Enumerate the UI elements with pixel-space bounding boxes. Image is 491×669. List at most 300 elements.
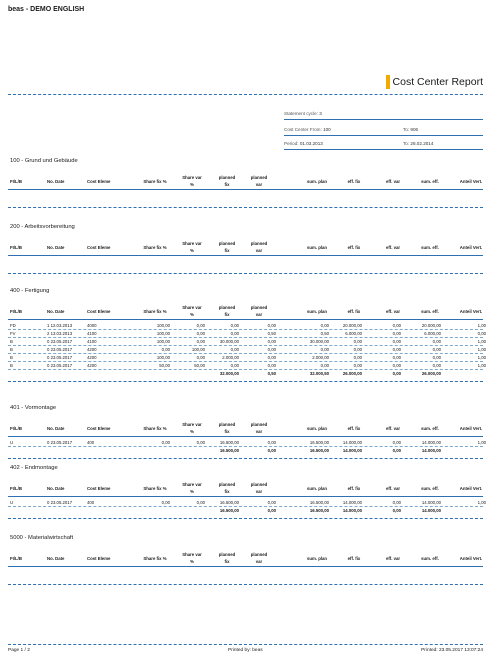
table-cell-eff-var: 0,00 xyxy=(392,500,401,505)
column-header-anteil xyxy=(451,309,491,315)
table-cell-planned-var: 0,00 xyxy=(267,339,276,344)
section-title: 400 - Fertigung xyxy=(10,288,50,294)
table-cell-planned-var: 0,00 xyxy=(267,323,276,328)
column-header-label: planned xyxy=(250,482,268,487)
column-header-planned-var xyxy=(239,482,279,494)
table-cell-eff-var: 0,00 xyxy=(392,440,401,445)
section-title: 5000 - Materialwirtschaft xyxy=(10,535,74,541)
table-cell-nodate: 0 23.05.2017 xyxy=(47,339,73,344)
column-header-label: No. Date xyxy=(47,486,65,491)
column-header-label: FI/L/B xyxy=(10,179,22,184)
column-header-sum-eff xyxy=(410,245,450,251)
table-cell-share-fix: 100,00 xyxy=(156,339,170,344)
column-header-eff-fix xyxy=(334,486,374,492)
table-cell-share-var: 50,00 xyxy=(194,363,205,368)
column-header-sum-plan xyxy=(297,245,337,251)
column-header-label: FI/L/B xyxy=(10,426,22,431)
column-header-eff-var xyxy=(373,179,413,185)
table-row-divider xyxy=(8,345,483,346)
table-cell-sum-eff: 0,00 xyxy=(432,363,441,368)
column-header-label: eff. fix xyxy=(347,245,361,250)
column-header-eff-fix xyxy=(334,179,374,185)
table-header-rule xyxy=(8,319,483,320)
column-header-share-fix xyxy=(135,309,175,315)
table-cell-filb: U xyxy=(10,500,14,505)
column-header-label: Cost Eleme xyxy=(87,426,111,431)
total-sum-eff: 14.000,00 xyxy=(421,448,441,453)
total-sum-plan: 16.500,00 xyxy=(309,448,329,453)
total-eff-fix: 14.000,00 xyxy=(342,448,362,453)
table-cell-share-fix: 100,00 xyxy=(156,331,170,336)
table-header-rule xyxy=(8,255,483,256)
table-row-divider xyxy=(8,353,483,354)
column-header-sum-eff xyxy=(410,486,450,492)
column-header-eff-var xyxy=(373,245,413,251)
total-eff-fix: 14.000,00 xyxy=(342,508,362,513)
column-header-label: No. Date xyxy=(47,426,65,431)
table-cell-share-var: 0,00 xyxy=(196,500,205,505)
column-header-sublabel: % xyxy=(190,311,194,317)
column-header-cost-elem xyxy=(87,486,110,492)
column-header-label: Share fix % xyxy=(143,426,167,431)
table-cell-planned-var: 0,00 xyxy=(267,500,276,505)
column-header-share-var xyxy=(172,422,212,434)
column-header-label: Share fix % xyxy=(143,309,167,314)
column-header-label: sum. plan xyxy=(306,556,328,561)
table-cell-eff-fix: 14.000,00 xyxy=(342,500,362,505)
column-header-label: planned xyxy=(250,552,268,557)
table-cell-eff-fix: 6.000,00 xyxy=(345,331,362,336)
column-header-label: eff. var xyxy=(385,556,401,561)
table-cell-share-fix: 0,00 xyxy=(161,440,170,445)
column-header-label: planned xyxy=(218,241,236,246)
column-header-label: Share var xyxy=(182,241,202,246)
table-cell-anteil: 0,00 xyxy=(477,331,486,336)
table-cell-sum-eff: 0,00 xyxy=(432,339,441,344)
column-header-label: sum. eff. xyxy=(421,179,439,184)
table-cell-sum-eff: 20.000,00 xyxy=(421,323,441,328)
column-header-share-fix xyxy=(135,426,175,432)
column-header-sublabel: % xyxy=(190,247,194,253)
table-cell-sum-eff: 14.000,00 xyxy=(421,440,441,445)
table-cell-nodate: 0 23.05.2017 xyxy=(47,363,73,368)
column-header-label: Share var xyxy=(182,482,202,487)
section-divider xyxy=(8,273,483,274)
column-header-nodate xyxy=(47,309,64,315)
column-header-label: Cost Eleme xyxy=(87,556,111,561)
column-header-label: sum. plan xyxy=(306,245,328,250)
column-header-share-fix xyxy=(135,179,175,185)
table-cell-eff-fix: 0,00 xyxy=(353,363,362,368)
table-cell-sum-plan: 30.000,00 xyxy=(309,339,329,344)
table-row-divider xyxy=(8,446,483,447)
column-header-nodate xyxy=(47,179,64,185)
column-header-label: Anteil Vert. xyxy=(459,309,483,314)
column-header-sublabel: % xyxy=(190,181,194,187)
column-header-label: Share fix % xyxy=(143,486,167,491)
column-header-cost-elem xyxy=(87,426,110,432)
column-header-label: Anteil Vert. xyxy=(459,486,483,491)
cost-center-to: To: 906 xyxy=(403,127,419,132)
table-cell-planned-fix: 0,00 xyxy=(230,363,239,368)
footer-page: Page 1 / 2 xyxy=(8,648,30,653)
column-header-label: Share var xyxy=(182,552,202,557)
column-header-label: eff. fix xyxy=(347,486,361,491)
table-cell-share-var: 0,00 xyxy=(196,323,205,328)
column-header-label: sum. plan xyxy=(306,426,328,431)
table-cell-anteil: 1,00 xyxy=(477,339,486,344)
table-cell-sum-eff: 0,00 xyxy=(432,355,441,360)
table-cell-filb: B xyxy=(10,347,13,352)
column-header-label: sum. plan xyxy=(306,179,328,184)
section-title: 401 - Vormontage xyxy=(10,405,57,411)
cost-center-from: Cost Center From: 100 xyxy=(284,127,331,132)
table-cell-planned-var: 0,00 xyxy=(267,355,276,360)
header-rule xyxy=(284,135,483,136)
column-header-label: Share fix % xyxy=(143,179,167,184)
column-header-cost-elem xyxy=(87,309,110,315)
table-cell-planned-fix: 16.500,00 xyxy=(219,440,239,445)
column-header-sum-plan xyxy=(297,426,337,432)
table-cell-planned-var: 0,00 xyxy=(267,440,276,445)
table-cell-eff-fix: 14.000,00 xyxy=(342,440,362,445)
footer-divider xyxy=(8,644,483,645)
table-cell-filb: FD xyxy=(10,323,16,328)
column-header-label: planned xyxy=(250,241,268,246)
header-rule xyxy=(284,119,483,120)
column-header-sublabel: fix xyxy=(224,247,230,253)
column-header-sublabel: var xyxy=(255,181,263,187)
column-header-share-fix xyxy=(135,556,175,562)
table-cell-share-var: 100,00 xyxy=(191,347,205,352)
column-header-label: Anteil Vert. xyxy=(459,179,483,184)
table-cell-sum-plan: 0,00 xyxy=(320,323,329,328)
table-cell-sum-plan: 16.500,00 xyxy=(309,500,329,505)
table-cell-sum-plan: 0,00 xyxy=(320,363,329,368)
column-header-label: Anteil Vert. xyxy=(459,556,483,561)
table-cell-share-var: 0,00 xyxy=(196,339,205,344)
table-cell-eff-var: 0,00 xyxy=(392,331,401,336)
table-cell-sum-plan: 2.000,00 xyxy=(312,355,329,360)
column-header-label: Share var xyxy=(182,422,202,427)
column-header-label: Share fix % xyxy=(143,556,167,561)
column-header-nodate xyxy=(47,426,64,432)
column-header-label: planned xyxy=(218,552,236,557)
table-cell-filb: U xyxy=(10,440,14,445)
table-cell-eff-fix: 20.000,00 xyxy=(342,323,362,328)
table-cell-filb: B xyxy=(10,363,13,368)
column-header-filb xyxy=(10,556,22,562)
column-header-label: planned xyxy=(250,305,268,310)
total-planned-var: 0,00 xyxy=(267,448,276,453)
column-header-share-fix xyxy=(135,486,175,492)
column-header-sublabel: var xyxy=(255,311,263,317)
column-header-label: sum. eff. xyxy=(421,426,439,431)
column-header-sum-eff xyxy=(410,179,450,185)
column-header-label: sum. eff. xyxy=(421,309,439,314)
column-header-share-var xyxy=(172,241,212,253)
table-cell-eff-fix: 0,00 xyxy=(353,339,362,344)
column-header-planned-var xyxy=(239,305,279,317)
total-planned-fix: 16.500,00 xyxy=(219,448,239,453)
title-accent-bar xyxy=(386,75,390,89)
table-cell-sum-eff: 0,00 xyxy=(432,347,441,352)
table-cell-share-var: 0,00 xyxy=(196,440,205,445)
column-header-eff-var xyxy=(373,486,413,492)
column-header-label: Cost Eleme xyxy=(87,309,111,314)
column-header-label: Share var xyxy=(182,305,202,310)
table-cell-anteil: 1,00 xyxy=(477,500,486,505)
section-divider xyxy=(8,381,483,382)
table-cell-filb: FV xyxy=(10,331,16,336)
table-cell-planned-var: 0,00 xyxy=(267,363,276,368)
table-cell-planned-fix: 2.000,00 xyxy=(222,355,239,360)
table-cell-nodate: 0 23.05.2017 xyxy=(47,347,73,352)
report-title xyxy=(386,75,483,89)
table-cell-planned-var: 0,00 xyxy=(267,347,276,352)
column-header-label: planned xyxy=(218,482,236,487)
table-header-rule xyxy=(8,436,483,437)
table-cell-share-var: 0,00 xyxy=(196,355,205,360)
column-header-eff-fix xyxy=(334,556,374,562)
section-divider xyxy=(8,584,483,585)
column-header-filb xyxy=(10,426,22,432)
total-eff-var: 0,00 xyxy=(392,508,401,513)
column-header-label: Share var xyxy=(182,175,202,180)
table-row-divider xyxy=(8,337,483,338)
column-header-label: eff. var xyxy=(385,245,401,250)
column-header-label: eff. fix xyxy=(347,309,361,314)
column-header-share-fix xyxy=(135,245,175,251)
table-cell-eff-var: 0,00 xyxy=(392,363,401,368)
column-header-sum-eff xyxy=(410,556,450,562)
column-header-label: Cost Eleme xyxy=(87,486,111,491)
table-cell-sum-eff: 6.000,00 xyxy=(424,331,441,336)
section-divider xyxy=(8,207,483,208)
table-cell-sum-eff: 14.000,00 xyxy=(421,500,441,505)
column-header-label: planned xyxy=(218,422,236,427)
table-cell-eff-var: 0,00 xyxy=(392,339,401,344)
column-header-eff-var xyxy=(373,426,413,432)
table-cell-share-var: 0,00 xyxy=(196,331,205,336)
column-header-anteil xyxy=(451,179,491,185)
column-header-eff-fix xyxy=(334,426,374,432)
section-title: 100 - Grund und Gebäude xyxy=(10,158,78,164)
column-header-label: eff. var xyxy=(385,179,401,184)
column-header-sublabel: fix xyxy=(224,428,230,434)
table-row-divider xyxy=(8,369,483,370)
column-header-label: sum. eff. xyxy=(421,556,439,561)
column-header-sublabel: % xyxy=(190,488,194,494)
section-divider xyxy=(8,458,483,459)
column-header-eff-fix xyxy=(334,245,374,251)
table-header-rule xyxy=(8,189,483,190)
column-header-planned-var xyxy=(239,175,279,187)
footer-printed: Printed: 23.05.2017 13:07:24 xyxy=(421,648,483,653)
total-planned-fix: 16.500,00 xyxy=(219,508,239,513)
column-header-sum-eff xyxy=(410,309,450,315)
column-header-label: FI/L/B xyxy=(10,245,22,250)
header-rule xyxy=(284,149,483,150)
column-header-sublabel: % xyxy=(190,558,194,564)
column-header-label: Anteil Vert. xyxy=(459,245,483,250)
table-cell-nodate: 0 23.05.2017 xyxy=(47,355,73,360)
column-header-label: FI/L/B xyxy=(10,556,22,561)
table-cell-anteil: 1,00 xyxy=(477,355,486,360)
column-header-anteil xyxy=(451,426,491,432)
column-header-label: eff. fix xyxy=(347,426,361,431)
column-header-label: FI/L/B xyxy=(10,309,22,314)
column-header-label: sum. eff. xyxy=(421,245,439,250)
total-planned-fix: 32.000,00 xyxy=(219,371,239,376)
table-cell-share-fix: 50,00 xyxy=(159,363,170,368)
section-divider xyxy=(8,518,483,519)
column-header-nodate xyxy=(47,245,64,251)
top-divider xyxy=(8,94,483,95)
table-cell-sum-plan: 0,00 xyxy=(320,347,329,352)
statement-cycle: Statement cycle: 3 xyxy=(284,111,322,116)
total-planned-var: 0,00 xyxy=(267,508,276,513)
column-header-label: No. Date xyxy=(47,179,65,184)
period-to: To: 28.02.2014 xyxy=(403,141,434,146)
column-header-label: eff. fix xyxy=(347,556,361,561)
column-header-sum-plan xyxy=(297,309,337,315)
table-cell-planned-var: 0,50 xyxy=(267,331,276,336)
table-cell-cost-elem: 400 xyxy=(87,500,95,505)
column-header-label: eff. var xyxy=(385,486,401,491)
table-row-divider xyxy=(8,361,483,362)
table-cell-planned-fix: 30.000,00 xyxy=(219,339,239,344)
column-header-label: eff. var xyxy=(385,426,401,431)
column-header-label: sum. eff. xyxy=(421,486,439,491)
column-header-share-var xyxy=(172,175,212,187)
column-header-label: planned xyxy=(250,422,268,427)
column-header-label: sum. plan xyxy=(306,486,328,491)
table-cell-nodate: 1 12.03.2013 xyxy=(47,323,73,328)
app-title: beas - DEMO ENGLISH xyxy=(8,6,85,13)
table-cell-cost-elem: 4000 xyxy=(87,323,97,328)
table-cell-share-fix: 100,00 xyxy=(156,355,170,360)
column-header-filb xyxy=(10,245,22,251)
column-header-cost-elem xyxy=(87,245,110,251)
table-cell-anteil: 1,00 xyxy=(477,323,486,328)
table-cell-eff-var: 0,00 xyxy=(392,323,401,328)
table-cell-share-fix: 100,00 xyxy=(156,323,170,328)
column-header-label: sum. plan xyxy=(306,309,328,314)
column-header-planned-var xyxy=(239,241,279,253)
column-header-label: No. Date xyxy=(47,309,65,314)
total-eff-fix: 26.000,00 xyxy=(342,371,362,376)
column-header-filb xyxy=(10,179,22,185)
table-cell-cost-elem: 4200 xyxy=(87,347,97,352)
table-row-divider xyxy=(8,506,483,507)
column-header-share-var xyxy=(172,552,212,564)
column-header-sublabel: % xyxy=(190,428,194,434)
column-header-label: planned xyxy=(250,175,268,180)
table-cell-share-fix: 0,00 xyxy=(161,500,170,505)
table-cell-filb: B xyxy=(10,339,13,344)
table-cell-sum-plan: 16.500,00 xyxy=(309,440,329,445)
column-header-share-var xyxy=(172,482,212,494)
column-header-label: eff. fix xyxy=(347,179,361,184)
column-header-sublabel: var xyxy=(255,428,263,434)
column-header-anteil xyxy=(451,486,491,492)
table-cell-eff-fix: 0,00 xyxy=(353,355,362,360)
column-header-anteil xyxy=(451,245,491,251)
table-header-rule xyxy=(8,496,483,497)
table-cell-cost-elem: 4100 xyxy=(87,339,97,344)
total-eff-var: 0,00 xyxy=(392,448,401,453)
total-planned-var: 0,50 xyxy=(267,371,276,376)
total-sum-eff: 14.000,00 xyxy=(421,508,441,513)
column-header-eff-var xyxy=(373,309,413,315)
column-header-nodate xyxy=(47,486,64,492)
table-cell-anteil: 1,00 xyxy=(477,347,486,352)
table-cell-nodate: 2 13.03.2013 xyxy=(47,331,73,336)
column-header-sublabel: fix xyxy=(224,181,230,187)
total-sum-plan: 32.000,50 xyxy=(309,371,329,376)
column-header-sublabel: fix xyxy=(224,311,230,317)
column-header-sum-plan xyxy=(297,486,337,492)
column-header-filb xyxy=(10,486,22,492)
table-header-rule xyxy=(8,566,483,567)
column-header-eff-var xyxy=(373,556,413,562)
column-header-label: Anteil Vert. xyxy=(459,426,483,431)
table-cell-eff-var: 0,00 xyxy=(392,355,401,360)
table-cell-planned-fix: 0,00 xyxy=(230,347,239,352)
total-sum-eff: 26.000,00 xyxy=(421,371,441,376)
column-header-sublabel: fix xyxy=(224,488,230,494)
table-cell-sum-plan: 0,50 xyxy=(320,331,329,336)
column-header-anteil xyxy=(451,556,491,562)
column-header-sublabel: var xyxy=(255,488,263,494)
column-header-label: FI/L/B xyxy=(10,486,22,491)
column-header-label: Share fix % xyxy=(143,245,167,250)
table-cell-cost-elem: 4200 xyxy=(87,363,97,368)
footer-printed-by: Printed by: beas xyxy=(228,648,263,653)
total-eff-var: 0,00 xyxy=(392,371,401,376)
column-header-sum-eff xyxy=(410,426,450,432)
column-header-sublabel: fix xyxy=(224,558,230,564)
total-sum-plan: 16.500,00 xyxy=(309,508,329,513)
column-header-eff-fix xyxy=(334,309,374,315)
column-header-cost-elem xyxy=(87,556,110,562)
column-header-label: No. Date xyxy=(47,245,65,250)
table-cell-nodate: 0 23.05.2017 xyxy=(47,440,73,445)
table-cell-eff-fix: 0,00 xyxy=(353,347,362,352)
table-cell-anteil: 1,00 xyxy=(477,363,486,368)
column-header-label: eff. var xyxy=(385,309,401,314)
section-title: 402 - Endmontage xyxy=(10,465,58,471)
column-header-label: planned xyxy=(218,305,236,310)
table-cell-anteil: 1,00 xyxy=(477,440,486,445)
table-cell-planned-fix: 16.500,00 xyxy=(219,500,239,505)
column-header-label: No. Date xyxy=(47,556,65,561)
table-cell-cost-elem: 400 xyxy=(87,440,95,445)
column-header-sum-plan xyxy=(297,179,337,185)
table-cell-eff-var: 0,00 xyxy=(392,347,401,352)
column-header-planned-var xyxy=(239,422,279,434)
column-header-share-var xyxy=(172,305,212,317)
table-cell-planned-fix: 0,00 xyxy=(230,323,239,328)
section-title: 200 - Arbeitsvorbereitung xyxy=(10,224,75,230)
table-cell-nodate: 0 23.05.2017 xyxy=(47,500,73,505)
period-from: Period: 01.03.2013 xyxy=(284,141,323,146)
column-header-sublabel: var xyxy=(255,558,263,564)
column-header-label: Cost Eleme xyxy=(87,245,111,250)
table-cell-filb: B xyxy=(10,355,13,360)
column-header-sum-plan xyxy=(297,556,337,562)
